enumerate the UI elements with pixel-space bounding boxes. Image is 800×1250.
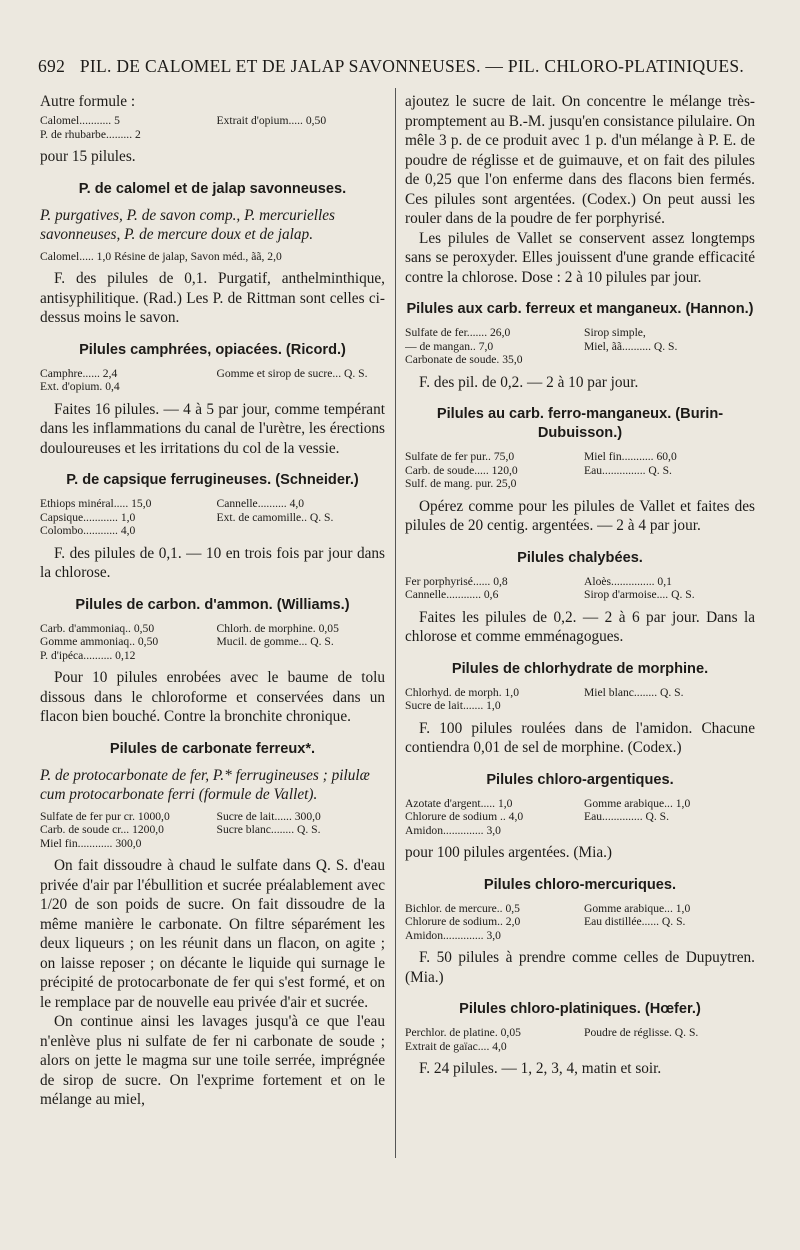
recipe-ingredient: Sucre de lait....... 1,0: [405, 699, 501, 712]
synonyms: P. de protocarbonate de fer, P.* ferrugineuses ; pilulæ cum protocarbonate ferri (formule de Vallet).: [40, 766, 370, 803]
recipe-list: [40, 622, 385, 663]
paragraph: F. 100 pilules roulées dans de l'amidon. Chacune contiendra 0,01 de sel de morphine. (Codex.): [405, 719, 755, 756]
recipe-ingredient: Camphre...... 2,4: [40, 366, 118, 380]
paragraph: On fait dissoudre à chaud le sulfate dans Q. S. d'eau privée d'air par l'ébullition et sucrée préalablement avec 1/20 de son poids de sucre. On fait dissoudre de la même manière le carbonate. On filtre séparément les deux liqueurs ; on les réunit dans un flacon, on agite ; on laisse reposer ; on décante le liquide qui surnage le précipité de protocarbonate de fer qui s'est formé, et on le remplace par de nouvelle eau privée d'air et sucrée.: [40, 857, 385, 1011]
recipe-ingredient: [217, 128, 386, 142]
column-divider: [395, 88, 396, 1158]
recipe-ingredient: Gomme arabique... 1,0: [584, 901, 691, 915]
recipe-list: [405, 797, 755, 838]
section-heading: Pilules au carb. ferro-manganeux. (Burin-Dubuisson.): [436, 406, 724, 441]
recipe-ingredient: Cannelle.......... 4,0: [216, 497, 305, 510]
recipe-list: [40, 250, 385, 264]
paragraph: pour 15 pilules.: [40, 148, 136, 165]
section-heading: Pilules aux carb. ferreux et manganeux. (Hannon.): [406, 301, 754, 317]
synonyms: P. purgatives, P. de savon comp., P. mercurielles savonneuses, P. de mercure doux et de jalap.: [40, 206, 335, 243]
recipe-list: [405, 450, 755, 491]
recipe-ingredient: Colombo............ 4,0: [40, 524, 136, 537]
recipe-list: [40, 810, 385, 851]
recipe-ingredient: Calomel..... 1,0 Résine de jalap, Savon méd., ãã, 2,0: [40, 249, 282, 263]
section-heading: P. de calomel et de jalap savonneuses.: [78, 180, 347, 197]
recipe-ingredient: Carb. d'ammoniaq.. 0,50: [40, 621, 155, 635]
recipe-ingredient: Eau distillée...... Q. S.: [584, 915, 686, 928]
recipe-ingredient: [584, 1040, 755, 1054]
recipe-ingredient: — de mangan.. 7,0: [405, 339, 494, 353]
recipe-ingredient: Ethiops minéral..... 15,0: [40, 497, 152, 510]
recipe-ingredient: Amidon.............. 3,0: [405, 928, 501, 942]
recipe-ingredient: Chlorure de sodium .. 4,0: [405, 810, 524, 823]
recipe-ingredient: Miel blanc........ Q. S.: [584, 685, 684, 699]
recipe-list: [40, 367, 385, 394]
paragraph: Pour 10 pilules enrobées avec le baume de tolu dissous dans le chloroforme et conservées dans un flacon bien bouché. Contre la bronchite chronique.: [40, 669, 385, 725]
section-heading: Pilules chloro-argentiques.: [486, 771, 674, 788]
recipe-ingredient: Azotate d'argent..... 1,0: [405, 796, 513, 810]
section-heading: Pilules de carbon. d'ammon. (Williams.): [75, 596, 350, 613]
recipe-ingredient: Extrait d'opium..... 0,50: [216, 114, 327, 127]
running-header: [38, 56, 758, 77]
recipe-ingredient: Mucil. de gomme... Q. S.: [216, 635, 334, 648]
recipe-ingredient: Miel, ãã.......... Q. S.: [584, 339, 678, 353]
recipe-ingredient: Chlorhyd. de morph. 1,0: [405, 685, 519, 699]
recipe-ingredient: Eau.............. Q. S.: [584, 810, 670, 823]
recipe-ingredient: [584, 477, 755, 491]
recipe-ingredient: Gomme ammoniaq.. 0,50: [40, 635, 159, 648]
recipe-list: [405, 902, 755, 943]
recipe-ingredient: Eau............... Q. S.: [584, 463, 672, 477]
recipe-ingredient: Miel fin........... 60,0: [584, 450, 677, 463]
recipe-ingredient: [584, 353, 755, 367]
right-column: [405, 92, 755, 1079]
recipe-ingredient: Sirop simple,: [584, 326, 646, 339]
page-number: 692: [38, 56, 66, 76]
recipe-ingredient: [217, 837, 386, 851]
recipe-ingredient: Perchlor. de platine. 0,05: [405, 1026, 521, 1039]
paragraph: F. des pil. de 0,2. — 2 à 10 par jour.: [419, 373, 639, 391]
recipe-list: [405, 575, 755, 602]
recipe-ingredient: Cannelle............ 0,6: [405, 588, 499, 601]
recipe-ingredient: Poudre de réglisse. Q. S.: [584, 1026, 699, 1039]
recipe-ingredient: Chlorure de sodium.. 2,0: [405, 915, 521, 928]
recipe-ingredient: Capsique............ 1,0: [40, 510, 136, 524]
recipe-ingredient: [584, 929, 755, 943]
recipe-ingredient: P. de rhubarbe......... 2: [40, 127, 141, 141]
paragraph: Les pilules de Vallet se conservent assez longtemps sans se peroxyder. Elles jouissent d'une grande efficacité contre la chlorose. Dose : 2 à 10 pilules par jour.: [405, 229, 755, 286]
left-column: [40, 92, 385, 1110]
section-heading: P. de capsique ferrugineuses. (Schneider.): [66, 472, 359, 488]
recipe-ingredient: P. d'ipéca.......... 0,12: [40, 648, 136, 662]
recipe-ingredient: Miel fin............ 300,0: [40, 836, 142, 850]
recipe-ingredient: Extrait de gaïac.... 4,0: [405, 1039, 507, 1053]
recipe-ingredient: Fer porphyrisé...... 0,8: [405, 574, 508, 588]
recipe-list: [405, 1026, 755, 1053]
recipe-ingredient: Sucre blanc........ Q. S.: [216, 823, 321, 836]
paragraph: Faites les pilules de 0,2. — 2 à 6 par jour. Dans la chlorose et comme emménagogues.: [405, 608, 755, 645]
recipe-ingredient: Sirop d'armoise.... Q. S.: [584, 588, 695, 601]
recipe-list: [40, 114, 385, 141]
paragraph: F. 50 pilules à prendre comme celles de Dupuytren. (Mia.): [405, 949, 755, 986]
recipe-ingredient: [217, 649, 386, 663]
recipe-ingredient: Gomme arabique... 1,0: [584, 796, 691, 810]
autre-formule-label: Autre formule :: [40, 93, 136, 110]
section-heading: Pilules chloro-mercuriques.: [483, 876, 677, 893]
recipe-ingredient: Sucre de lait...... 300,0: [216, 809, 321, 823]
recipe-ingredient: Amidon.............. 3,0: [405, 823, 501, 837]
recipe-ingredient: Sulfate de fer pur cr. 1000,0: [40, 809, 170, 823]
paragraph: F. des pilules de 0,1. Purgatif, anthelminthique, antisyphilitique. (Rad.) Les P. de Rittman sont celles ci-dessus moins le savon.: [40, 270, 385, 326]
recipe-ingredient: Gomme et sirop de sucre... Q. S.: [216, 366, 368, 380]
paragraph: Opérez comme pour les pilules de Vallet et faites des pilules de 20 centig. argentées. — 2 à 4 par jour.: [405, 497, 755, 534]
recipe-ingredient: Carb. de soude cr... 1200,0: [40, 823, 164, 836]
recipe-ingredient: Aloès............... 0,1: [584, 574, 672, 588]
section-heading: Pilules camphrées, opiacées. (Ricord.): [79, 341, 346, 358]
recipe-list: [405, 326, 755, 367]
paragraph: pour 100 pilules argentées. (Mia.): [405, 844, 613, 861]
recipe-ingredient: Carbonate de soude. 35,0: [405, 353, 523, 366]
running-title: PIL. DE CALOMEL ET DE JALAP SAVONNEUSES. — PIL. CHLORO-PLATINIQUES.: [79, 56, 745, 76]
paragraph: ajoutez le sucre de lait. On concentre le mélange très-promptement au B.-M. jusqu'en consistance pilulaire. On mêle 3 p. de ce produit avec 1 p. d'un mélange à P. E. de poudre de réglisse et de guimauve, et on fait des pilules de 0,25 que l'on enferme dans des flacons bien fermés. Ces pilules sont argentées. (Codex.) On peut aussi les rouler dans de la poudre de fer porphyrisé.: [405, 93, 755, 227]
recipe-ingredient: Carb. de soude..... 120,0: [405, 463, 518, 477]
section-heading: Pilules de chlorhydrate de morphine.: [451, 660, 709, 677]
recipe-ingredient: [217, 380, 386, 394]
recipe-ingredient: Ext. d'opium. 0,4: [40, 380, 120, 393]
recipe-ingredient: [584, 699, 755, 713]
paragraph: F. 24 pilules. — 1, 2, 3, 4, matin et soir.: [419, 1060, 662, 1077]
recipe-ingredient: Calomel........... 5: [40, 114, 120, 127]
recipe-ingredient: Sulf. de mang. pur. 25,0: [405, 477, 517, 490]
recipe-ingredient: Ext. de camomille.. Q. S.: [216, 510, 334, 524]
recipe-ingredient: Sulfate de fer pur.. 75,0: [405, 450, 515, 463]
recipe-list: [405, 686, 755, 713]
recipe-ingredient: Chlorh. de morphine. 0,05: [216, 621, 339, 635]
recipe-ingredient: [217, 524, 386, 538]
recipe-ingredient: [584, 824, 755, 838]
paragraph: Faites 16 pilules. — 4 à 5 par jour, comme tempérant dans les inflammations du canal de l'urètre, les érections douloureuses et les irritations du col de la vessie.: [40, 400, 385, 457]
recipe-list: [40, 497, 385, 538]
section-heading: Pilules chloro-platiniques. (Hœfer.): [459, 1001, 701, 1017]
recipe-ingredient: Bichlor. de mercure.. 0,5: [405, 901, 520, 915]
paragraph: On continue ainsi les lavages jusqu'à ce que l'eau n'enlève plus ni sulfate de fer ni carbonate de soude ; alors on jette le magma sur une toile serrée, imprégnée de sirop de sucre. On l'exprime fortement et on le mélange au miel,: [40, 1013, 385, 1108]
section-heading: Pilules de carbonate ferreux*.: [109, 740, 316, 757]
paragraph: F. des pilules de 0,1. — 10 en trois fois par jour dans la chlorose.: [40, 544, 385, 581]
recipe-ingredient: Sulfate de fer....... 26,0: [405, 326, 511, 339]
section-heading: Pilules chalybées.: [517, 549, 643, 566]
